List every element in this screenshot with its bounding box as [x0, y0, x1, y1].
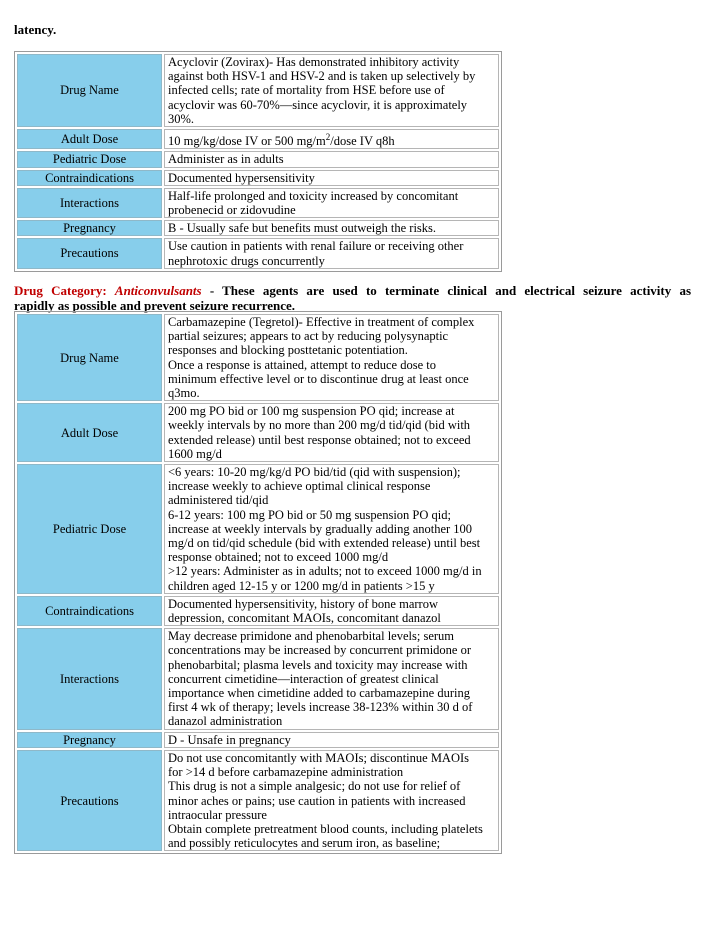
value-line: [168, 130, 495, 148]
row-label: Drug Name: [17, 314, 162, 401]
value-line: concentrations may be increased by concurrent primidone or: [168, 643, 472, 658]
value-line: increase weekly to achieve optimal clinical response: [168, 479, 431, 494]
row-value: [164, 596, 499, 626]
carbamazepine-table: [14, 311, 502, 854]
value-line: Carbamazepine (Tegretol)- Effective in treatment of complex: [168, 315, 475, 329]
row-precautions: [17, 238, 499, 268]
value-line: Do not use concomitantly with MAOIs; discontinue MAOIs: [168, 750, 470, 765]
row-contraindications: [17, 170, 499, 186]
value-line: minimum effective level or to discontinue drug at least once: [168, 371, 469, 386]
row-adult-dose: [17, 129, 499, 149]
row-value: [164, 151, 499, 167]
value-line: Acyclovir (Zovirax)- Has demonstrated inhibitory activity: [168, 55, 460, 69]
acyclovir-table: [14, 51, 502, 272]
row-label: Interactions: [17, 628, 162, 729]
row-label: Pregnancy: [17, 732, 162, 748]
row-pediatric-dose: [17, 464, 499, 594]
row-adult-dose: [17, 403, 499, 462]
row-label: Pregnancy: [17, 220, 162, 236]
value-line: Documented hypersensitivity: [168, 170, 315, 185]
dose-superscript: 2: [325, 132, 331, 143]
row-label: Pediatric Dose: [17, 151, 162, 167]
value-line: phenobarbital; plasma levels and toxicity may increase with: [168, 657, 468, 672]
category-description-line2: rapidly as possible and prevent seizure recurrence.: [14, 298, 296, 313]
category-description-line1: - These agents are used to terminate clinical and electrical seizure activity as: [209, 283, 692, 298]
value-line: May decrease primidone and phenobarbital levels; serum: [168, 629, 455, 644]
value-line: This drug is not a simple analgesic; do not use for relief of: [168, 779, 461, 794]
value-line: Documented hypersensitivity, history of bone marrow: [168, 596, 438, 611]
row-label: Precautions: [17, 238, 162, 268]
value-line: infected cells; rate of mortality from HSE before use of: [168, 83, 445, 98]
row-value: [164, 464, 499, 594]
value-line: q3mo.: [168, 386, 200, 401]
dose-text-suffix: /dose IV q8h: [330, 134, 395, 149]
row-drug-name: [17, 314, 499, 401]
row-value: [164, 54, 499, 127]
row-label: Precautions: [17, 750, 162, 851]
row-value: [164, 628, 499, 729]
row-label: Interactions: [17, 188, 162, 218]
value-line: response obtained; not to exceed 1000 mg/d: [168, 550, 389, 565]
row-interactions: [17, 628, 499, 729]
value-line: danazol administration: [168, 714, 283, 729]
value-line: responses and blocking posttetanic potentiation.: [168, 343, 408, 358]
row-pregnancy: [17, 732, 499, 748]
value-line: against both HSV-1 and HSV-2 and is taken up selectively by: [168, 69, 476, 84]
value-line: minor aches or pains; use caution in patients with increased: [168, 793, 466, 808]
value-line: acyclovir was 60-70%—since acyclovir, it is approximately: [168, 97, 468, 112]
value-line: Half-life prolonged and toxicity increased by concomitant: [168, 188, 459, 203]
value-line: and possibly reticulocytes and serum iron, as baseline;: [168, 836, 441, 851]
value-line: concurrent cimetidine—interaction of greatest clinical: [168, 671, 439, 686]
latency-text: latency.: [14, 22, 57, 37]
row-drug-name: [17, 54, 499, 127]
row-label: Drug Name: [17, 54, 162, 127]
value-line: mg/d on tid/qid schedule (bid with extended release) until best: [168, 536, 481, 551]
value-line: probenecid or zidovudine: [168, 202, 296, 217]
value-line: administered tid/qid: [168, 493, 269, 508]
value-line: for >14 d before carbamazepine administration: [168, 765, 404, 780]
row-value: [164, 129, 499, 149]
value-line: >12 years: Administer as in adults; not to exceed 1000 mg/d in: [168, 564, 482, 579]
row-label: Adult Dose: [17, 403, 162, 462]
value-line: intraocular pressure: [168, 807, 267, 822]
row-pediatric-dose: [17, 151, 499, 167]
row-value: [164, 188, 499, 218]
value-line: Use caution in patients with renal failure or receiving other: [168, 239, 464, 254]
value-line: increase at weekly intervals by gradually adding another 100: [168, 521, 473, 536]
row-precautions: [17, 750, 499, 851]
dose-text: 10 mg/kg/dose IV or 500 mg/m: [168, 134, 326, 149]
row-value: [164, 220, 499, 236]
row-value: [164, 732, 499, 748]
row-value: [164, 403, 499, 462]
value-line: children aged 12-15 y or 1200 mg/d in patients >15 y: [168, 578, 435, 593]
value-line: <6 years: 10-20 mg/kg/d PO bid/tid (qid with suspension);: [168, 465, 461, 480]
value-line: partial seizures; appears to act by reducing polysynaptic: [168, 329, 449, 344]
value-line: Obtain complete pretreatment blood counts, including platelets: [168, 821, 483, 836]
value-line: B - Usually safe but benefits must outweigh the risks.: [168, 221, 437, 236]
value-line: 6-12 years: 100 mg PO bid or 50 mg suspension PO qid;: [168, 507, 451, 522]
row-pregnancy: [17, 220, 499, 236]
category-name: Anticonvulsants: [114, 283, 202, 298]
value-line: Administer as in adults: [168, 152, 284, 167]
value-line: 30%.: [168, 111, 195, 126]
value-line: nephrotoxic drugs concurrently: [168, 253, 325, 268]
row-label: Pediatric Dose: [17, 464, 162, 594]
value-line: first 4 wk of therapy; levels increase 38-123% within 30 d of: [168, 700, 473, 715]
value-line: 1600 mg/d: [168, 446, 222, 461]
row-contraindications: [17, 596, 499, 626]
value-line: weekly intervals by no more than 200 mg/d tid/qid (bid with: [168, 418, 471, 433]
row-value: [164, 238, 499, 268]
row-label: Contraindications: [17, 170, 162, 186]
value-line: D - Unsafe in pregnancy: [168, 732, 291, 747]
row-value: [164, 314, 499, 401]
value-line: depression, concomitant MAOIs, concomitant danazol: [168, 611, 441, 626]
category-prefix: Drug Category:: [14, 283, 107, 298]
value-line: importance when cimetidine added to carbamazepine during: [168, 686, 470, 701]
value-line: extended release) until best response obtained; not to exceed: [168, 432, 471, 447]
row-label: Contraindications: [17, 596, 162, 626]
value-line: Once a response is attained, attempt to reduce dose to: [168, 357, 436, 372]
drug-category-heading: [14, 283, 691, 313]
row-label: Adult Dose: [17, 129, 162, 149]
row-value: [164, 170, 499, 186]
value-line: 200 mg PO bid or 100 mg suspension PO qid; increase at: [168, 404, 455, 419]
row-value: [164, 750, 499, 851]
row-interactions: [17, 188, 499, 218]
